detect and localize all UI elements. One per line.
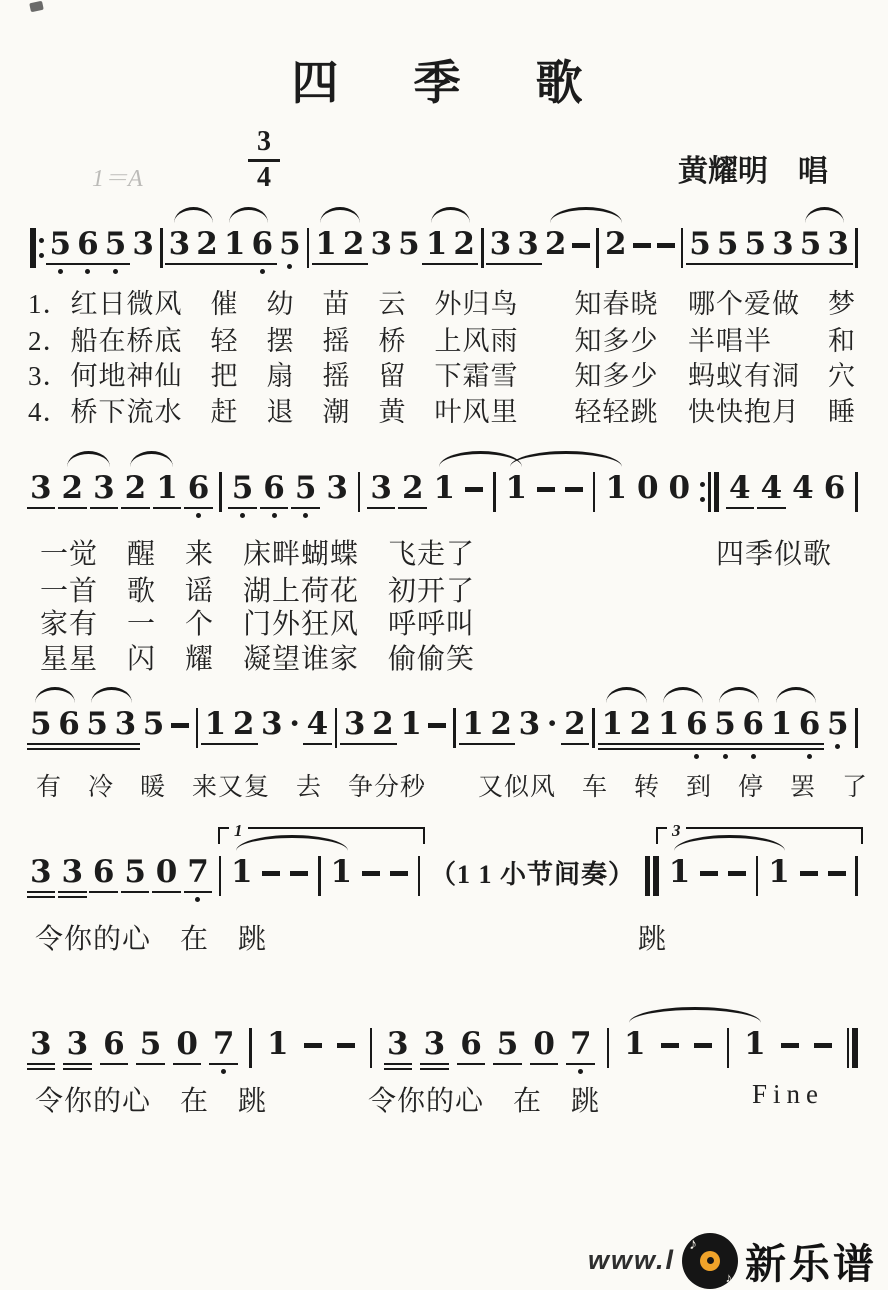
- barline: [855, 472, 858, 512]
- watermark-brand: 新乐谱: [745, 1241, 878, 1287]
- repeat-begin: [30, 228, 44, 268]
- note: 5: [30, 708, 52, 750]
- note: 1: [230, 854, 253, 890]
- slur-tie: [229, 207, 268, 223]
- note: 3: [169, 228, 191, 265]
- note: 0: [636, 470, 659, 506]
- note: 0: [668, 470, 691, 506]
- slur-tie: [35, 687, 75, 703]
- note: 6: [188, 472, 210, 518]
- barline: [481, 228, 484, 268]
- verse-2-right: 半唱半 和: [688, 326, 856, 356]
- note: 6: [77, 228, 99, 274]
- note: 5: [689, 228, 711, 265]
- dash-note: [657, 228, 675, 248]
- note: 5: [142, 706, 165, 742]
- note: 6: [58, 708, 80, 750]
- note: 5: [497, 1028, 519, 1065]
- note: 1: [400, 706, 422, 742]
- dash-note: [800, 856, 818, 876]
- slur-tie: [663, 687, 703, 703]
- dash-note: [633, 228, 651, 248]
- slur-tie: [91, 687, 132, 703]
- note: 3: [490, 228, 512, 265]
- note: 1: [624, 1026, 646, 1062]
- note: 5: [295, 472, 317, 518]
- note: 2: [453, 228, 475, 265]
- slur-tie: [174, 207, 213, 223]
- dotted-note-dot: ·: [289, 706, 301, 742]
- note: 2: [490, 708, 512, 745]
- slur-tie: [805, 207, 844, 223]
- time-signature: [246, 128, 282, 192]
- time-signature-denominator: 4: [257, 161, 271, 193]
- singer-credit: 黄耀明 唱: [678, 155, 828, 188]
- music-note-icon: ♪: [689, 1235, 698, 1253]
- barline: [219, 472, 222, 512]
- note: 3: [115, 708, 137, 750]
- note: 1: [224, 228, 246, 265]
- barline: [596, 228, 599, 268]
- note: 1: [205, 708, 227, 745]
- note: 2: [62, 472, 84, 509]
- note: 3: [326, 470, 348, 506]
- note: 6: [251, 228, 273, 274]
- barline: [318, 856, 321, 896]
- line5-lyric-b: 令你的心 在 跳: [368, 1086, 601, 1117]
- chorus-1-left: 一觉 醒 来 床畔蝴蝶 飞走了: [40, 539, 476, 570]
- barline: [335, 708, 338, 748]
- slur-tie: [776, 687, 816, 703]
- barline: [756, 856, 759, 896]
- barline: [370, 1028, 373, 1068]
- note: 2: [372, 708, 394, 745]
- vinyl-record-icon: [682, 1233, 738, 1289]
- note: 5: [105, 228, 127, 274]
- note: 1: [601, 708, 623, 750]
- barline: [219, 856, 222, 896]
- note: 6: [742, 708, 764, 759]
- barline: [358, 472, 361, 512]
- dash-note: [572, 228, 590, 248]
- barline: [160, 228, 163, 268]
- note: 3: [518, 706, 541, 742]
- slur-tie: [67, 451, 110, 467]
- verse-4-left: 4．桥下流水 赶 退 潮 黄 叶风里 轻轻跳: [28, 397, 659, 427]
- note: 2: [196, 228, 218, 265]
- chorus-2-left: 一首 歌 谣 湖上荷花 初开了: [40, 576, 476, 607]
- note: 5: [398, 226, 420, 262]
- note: 5: [124, 856, 146, 893]
- barline: [307, 228, 310, 268]
- barline: [855, 228, 858, 268]
- note: 6: [823, 470, 846, 506]
- verse-3-right: 蚂蚁有洞 穴: [688, 361, 856, 391]
- note: 3: [30, 1028, 52, 1070]
- dash-note: [337, 1028, 355, 1048]
- slur-tie: [629, 1007, 761, 1023]
- slur-tie: [431, 207, 470, 223]
- notation-row-2: [30, 442, 858, 518]
- note: 1: [658, 708, 680, 750]
- dash-note: [428, 708, 446, 728]
- note: 4: [792, 470, 814, 506]
- slur-tie: [719, 687, 759, 703]
- dash-note: [262, 856, 280, 876]
- note: 6: [686, 708, 708, 759]
- barline: [593, 472, 596, 512]
- note: 1: [156, 472, 178, 509]
- note: 4: [729, 472, 751, 509]
- dash-note: [728, 856, 746, 876]
- line4-lyric-left: 令你的心 在 跳: [35, 924, 268, 955]
- note: 1: [744, 1026, 766, 1062]
- note: 1: [462, 708, 484, 745]
- note: 5: [800, 228, 822, 265]
- note: 6: [103, 1028, 125, 1065]
- dash-note: [304, 1028, 322, 1048]
- barline: [493, 472, 496, 512]
- note: 3: [132, 226, 154, 262]
- note: 5: [717, 228, 739, 265]
- barline: [592, 708, 595, 748]
- notation-row-3: [30, 678, 858, 759]
- watermark-url: www.l: [588, 1245, 676, 1275]
- barline: [249, 1028, 252, 1068]
- note: 2: [544, 226, 567, 262]
- note: 5: [714, 708, 736, 759]
- barline: [681, 228, 684, 268]
- volta-bracket: [218, 821, 425, 844]
- dash-note: [694, 1028, 712, 1048]
- double-barline: [645, 856, 659, 896]
- verse-3-left: 3．何地神仙 把 扇 摇 留 下霜雪 知多少: [28, 361, 659, 391]
- note: 1: [605, 470, 628, 506]
- dash-note: [465, 472, 483, 492]
- slur-tie: [606, 687, 647, 703]
- verse-2-left: 2．船在桥底 轻 摆 摇 桥 上风雨 知多少: [28, 326, 659, 356]
- note: 3: [67, 1028, 89, 1070]
- note: 5: [86, 708, 108, 750]
- note: 2: [630, 708, 652, 750]
- dash-note: [661, 1028, 679, 1048]
- note: 6: [93, 856, 115, 893]
- dash-note: [290, 856, 308, 876]
- note: 2: [125, 472, 147, 509]
- volta-number: 3: [667, 822, 686, 839]
- dash-note: [390, 856, 408, 876]
- note: 0: [176, 1028, 198, 1065]
- volta-bracket: [656, 821, 863, 844]
- dotted-note-dot: ·: [546, 706, 558, 742]
- note: 3: [370, 472, 392, 509]
- page-title: 四 季 歌: [291, 58, 597, 110]
- notation-row-1: [30, 198, 858, 274]
- note: 3: [387, 1028, 409, 1070]
- dash-note: [781, 1028, 799, 1048]
- note: 1: [315, 228, 337, 265]
- notation-row-4: [30, 821, 858, 902]
- note: 7: [570, 1028, 592, 1074]
- slur-tie: [550, 207, 622, 223]
- note: 5: [279, 228, 301, 269]
- interlude-text: （1 1 小节间奏）: [430, 860, 636, 889]
- note: 7: [213, 1028, 235, 1074]
- chorus-4-left: 星星 闪 耀 凝望谁家 偷偷笑: [40, 644, 476, 675]
- note: 1: [668, 854, 691, 890]
- note: 1: [330, 854, 353, 890]
- verse-1-left: 1．红日微风 催 幼 苗 云 外归鸟 知春晓: [28, 289, 659, 319]
- notation-row-5: [30, 998, 858, 1074]
- vinyl-hole: [707, 1257, 714, 1264]
- note: 6: [263, 472, 285, 518]
- note: 3: [370, 226, 393, 262]
- note: 3: [424, 1028, 446, 1070]
- note: 5: [140, 1028, 162, 1065]
- note: 7: [187, 856, 209, 902]
- verse-4-right: 快快抱月 睡: [688, 397, 856, 427]
- note: 3: [772, 228, 794, 265]
- note: 2: [343, 228, 365, 265]
- dash-note: [814, 1028, 832, 1048]
- line4-lyric-right: 跳: [638, 924, 668, 955]
- note: 5: [232, 472, 254, 518]
- note: 1: [771, 708, 793, 750]
- dash-note: [537, 472, 555, 492]
- barline: [855, 708, 858, 748]
- barline: [855, 856, 858, 896]
- slur-tie: [320, 207, 360, 223]
- note: 5: [745, 228, 767, 265]
- repeat-end: [700, 472, 719, 512]
- note: 3: [30, 472, 52, 509]
- dash-note: [828, 856, 846, 876]
- slur-tie: [510, 451, 622, 467]
- key-signature: 1＝A: [92, 166, 143, 192]
- chorus-1-right: 四季似歌: [716, 539, 833, 570]
- barline: [196, 708, 199, 748]
- barline: [418, 856, 421, 896]
- note: 3: [344, 708, 366, 745]
- note: 2: [233, 708, 255, 745]
- note: 3: [517, 228, 539, 265]
- note: 2: [564, 708, 586, 745]
- barline: [607, 1028, 610, 1068]
- slur-tie: [130, 451, 173, 467]
- note: 6: [460, 1028, 482, 1065]
- note: 1: [505, 470, 528, 506]
- note: 3: [93, 472, 115, 509]
- note: 6: [799, 708, 821, 759]
- dash-note: [362, 856, 380, 876]
- volta-number: 1: [229, 822, 248, 839]
- note: 2: [605, 226, 627, 262]
- bridge-lyric: 有 冷 暖 来又复 去 争分秒 又似风 车 转 到 停 罢 了: [36, 774, 869, 801]
- note: 5: [827, 708, 849, 749]
- dash-note: [700, 856, 718, 876]
- note: 0: [533, 1028, 555, 1065]
- line5-lyric-a: 令你的心 在 跳: [35, 1086, 268, 1117]
- note: 1: [768, 854, 790, 890]
- scan-artifact: [29, 1, 44, 13]
- note: 5: [50, 228, 72, 274]
- barline: [727, 1028, 730, 1068]
- note: 4: [307, 708, 329, 745]
- note: 3: [30, 856, 52, 898]
- dash-note: [171, 708, 189, 728]
- note: 1: [426, 228, 448, 265]
- note: 3: [827, 228, 849, 265]
- music-note-icon: ♪: [725, 1269, 733, 1285]
- note: 1: [266, 1026, 289, 1062]
- chorus-3-left: 家有 一 个 门外狂风 呼呼叫: [40, 609, 476, 640]
- verse-1-right: 哪个爱做 梦: [688, 289, 856, 319]
- note: 0: [156, 856, 178, 893]
- fine-marking: Fine: [752, 1079, 825, 1109]
- barline: [453, 708, 456, 748]
- note: 3: [261, 706, 283, 742]
- final-barline: [847, 1028, 858, 1068]
- note: 4: [761, 472, 783, 509]
- note: 2: [402, 472, 424, 509]
- note: 3: [61, 856, 83, 898]
- time-signature-numerator: 3: [257, 126, 271, 157]
- note: 1: [433, 470, 456, 506]
- dash-note: [565, 472, 583, 492]
- watermark: [588, 1231, 877, 1290]
